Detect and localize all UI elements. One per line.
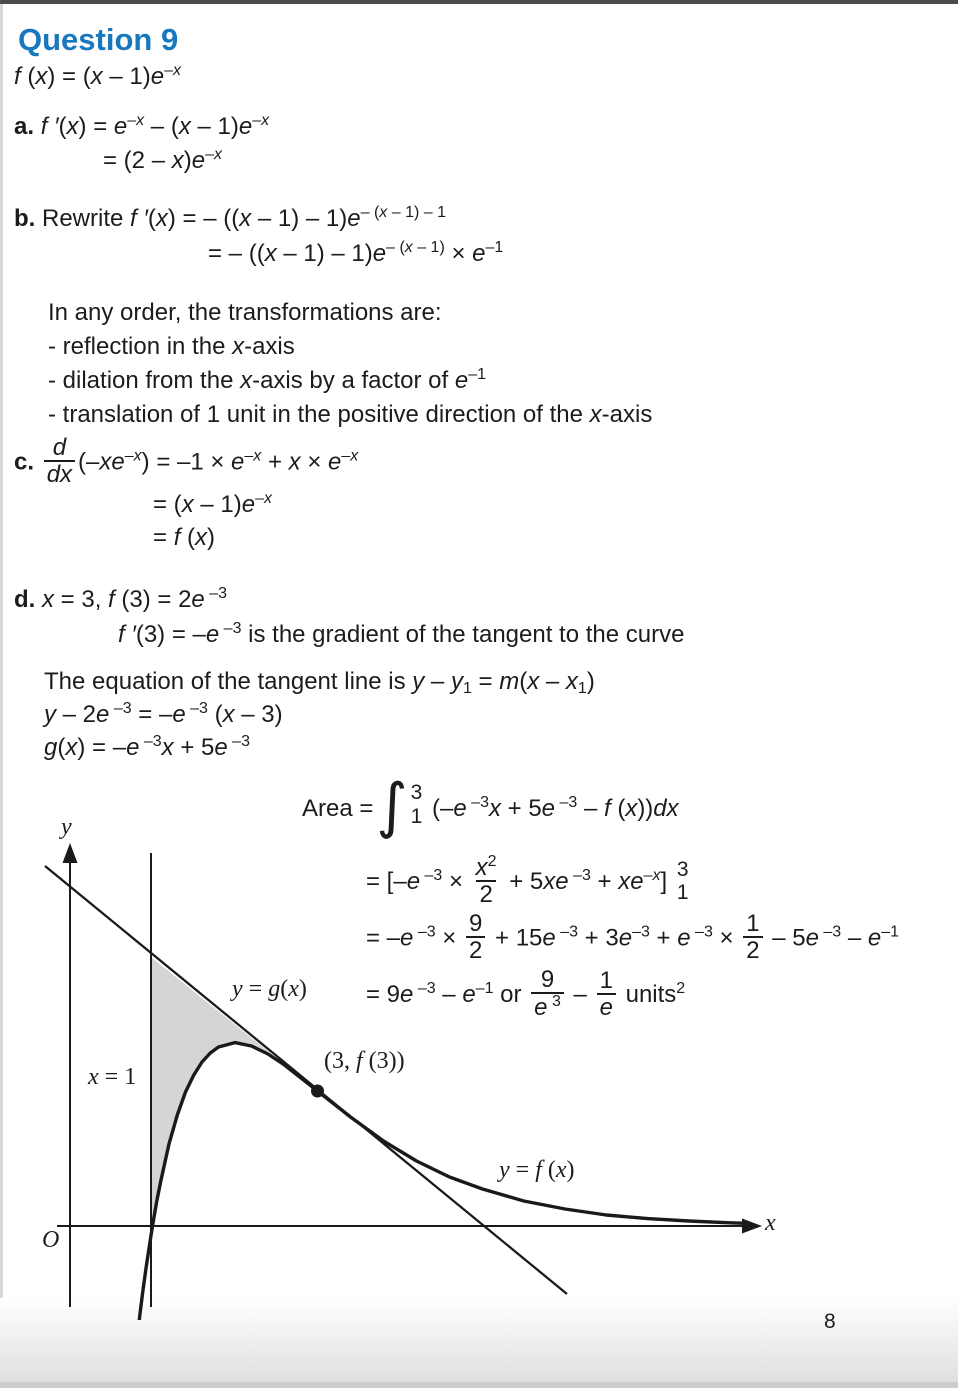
f-curve — [139, 1043, 750, 1320]
tangent-equation-sub: y – 2e $^{-3}$ = –e $^{-3}$ (x – 3) — [44, 700, 283, 728]
y-axis-label: y — [61, 814, 72, 840]
part-c-line-2: = $(x - 1)e^{-x}$ — [153, 490, 272, 518]
window-bottom-strip — [0, 1382, 958, 1388]
area-line-integral: Area = ∫ 3 1 (–e $^{-3}$x + 5e $^{-3}$ – f (x))dx — [302, 771, 679, 841]
origin-label: O — [42, 1227, 60, 1253]
page-number: 8 — [824, 1310, 836, 1333]
x-axis-label: x — [765, 1210, 776, 1236]
question-title: Question 9 — [18, 22, 179, 57]
equation-fx-definition: f $(x) = (x - 1)e^{-x}$ — [14, 62, 181, 90]
f-curve-label: y = f (x) — [499, 1157, 575, 1183]
part-b-line-1: b. Rewrite f ′(x) = – $((x - 1) - 1)e^{- (x - 1) - 1}$ — [14, 204, 446, 232]
tangent-equation-intro: The equation of the tangent line is $y - y_1 = m(x - x_1)$ — [44, 668, 595, 697]
x-axis-arrow — [742, 1219, 762, 1234]
tangent-equation-gx: g(x) = –e $^{-3}$x + 5e $^{-3}$ — [44, 733, 250, 761]
part-d-line-2: f ′(3) = –e $^{-3}$ is the gradient of the tangent to the curve — [118, 620, 685, 648]
tangent-point-dot — [311, 1085, 324, 1098]
window-top-strip — [0, 0, 958, 4]
transformations-intro: In any order, the transformations are: — [48, 299, 442, 326]
part-b-line-2: = – $((x - 1) - 1)e^{- (x - 1)} \times e^{-1}$ — [208, 239, 504, 267]
y-axis-arrow — [63, 843, 78, 863]
area-line-evaluated: = –e $^{-3}$ × $\frac{9}{2}$ + 15e $^{-3} + 3e^{-3} + e$ $^{-3}$ × $\frac{1}{2}$ – 5e $^{-3} - e^{-1}$ — [366, 910, 900, 965]
transformation-translation: - translation of 1 unit in the positive direction of the x-axis — [48, 401, 653, 428]
g-curve-label: y = g(x) — [232, 976, 307, 1002]
part-c-line-3: = f (x) — [153, 524, 216, 551]
area-line-result: = 9e $^{-3} - e^{-1}$ or $\frac{9}{e ^3}$ – $\frac{1}{e}$ units$^2$ — [366, 966, 686, 1022]
part-c-line-1: c. $\frac{d}{dx}$ $(-xe^{-x}) = -1 \times e^{-x} + x \times e^{-x}$ — [14, 434, 359, 489]
part-a-line-2: = $(2 - x)e^{-x}$ — [103, 146, 222, 174]
part-a-line-1: a. f $'(x) = e^{-x} - (x - 1)e^{-x}$ — [14, 112, 270, 140]
tangent-point-label: (3, f (3)) — [324, 1048, 405, 1074]
transformation-reflection: - reflection in the x-axis — [48, 333, 295, 360]
area-line-antiderivative: = [–e $^{-3}$ × $\frac{x^2}{2}$ + 5xe $^{-3} + xe^{-x}$] 3 1 — [366, 853, 689, 909]
part-d-line-1: d. x = 3, f (3) = 2e $^{-3}$ — [14, 585, 228, 613]
page-left-edge — [0, 4, 3, 1388]
transformation-dilation: - dilation from the x-axis by a factor of $e^{-1}$ — [48, 366, 486, 394]
x-equals-1-label: x = 1 — [88, 1064, 137, 1090]
